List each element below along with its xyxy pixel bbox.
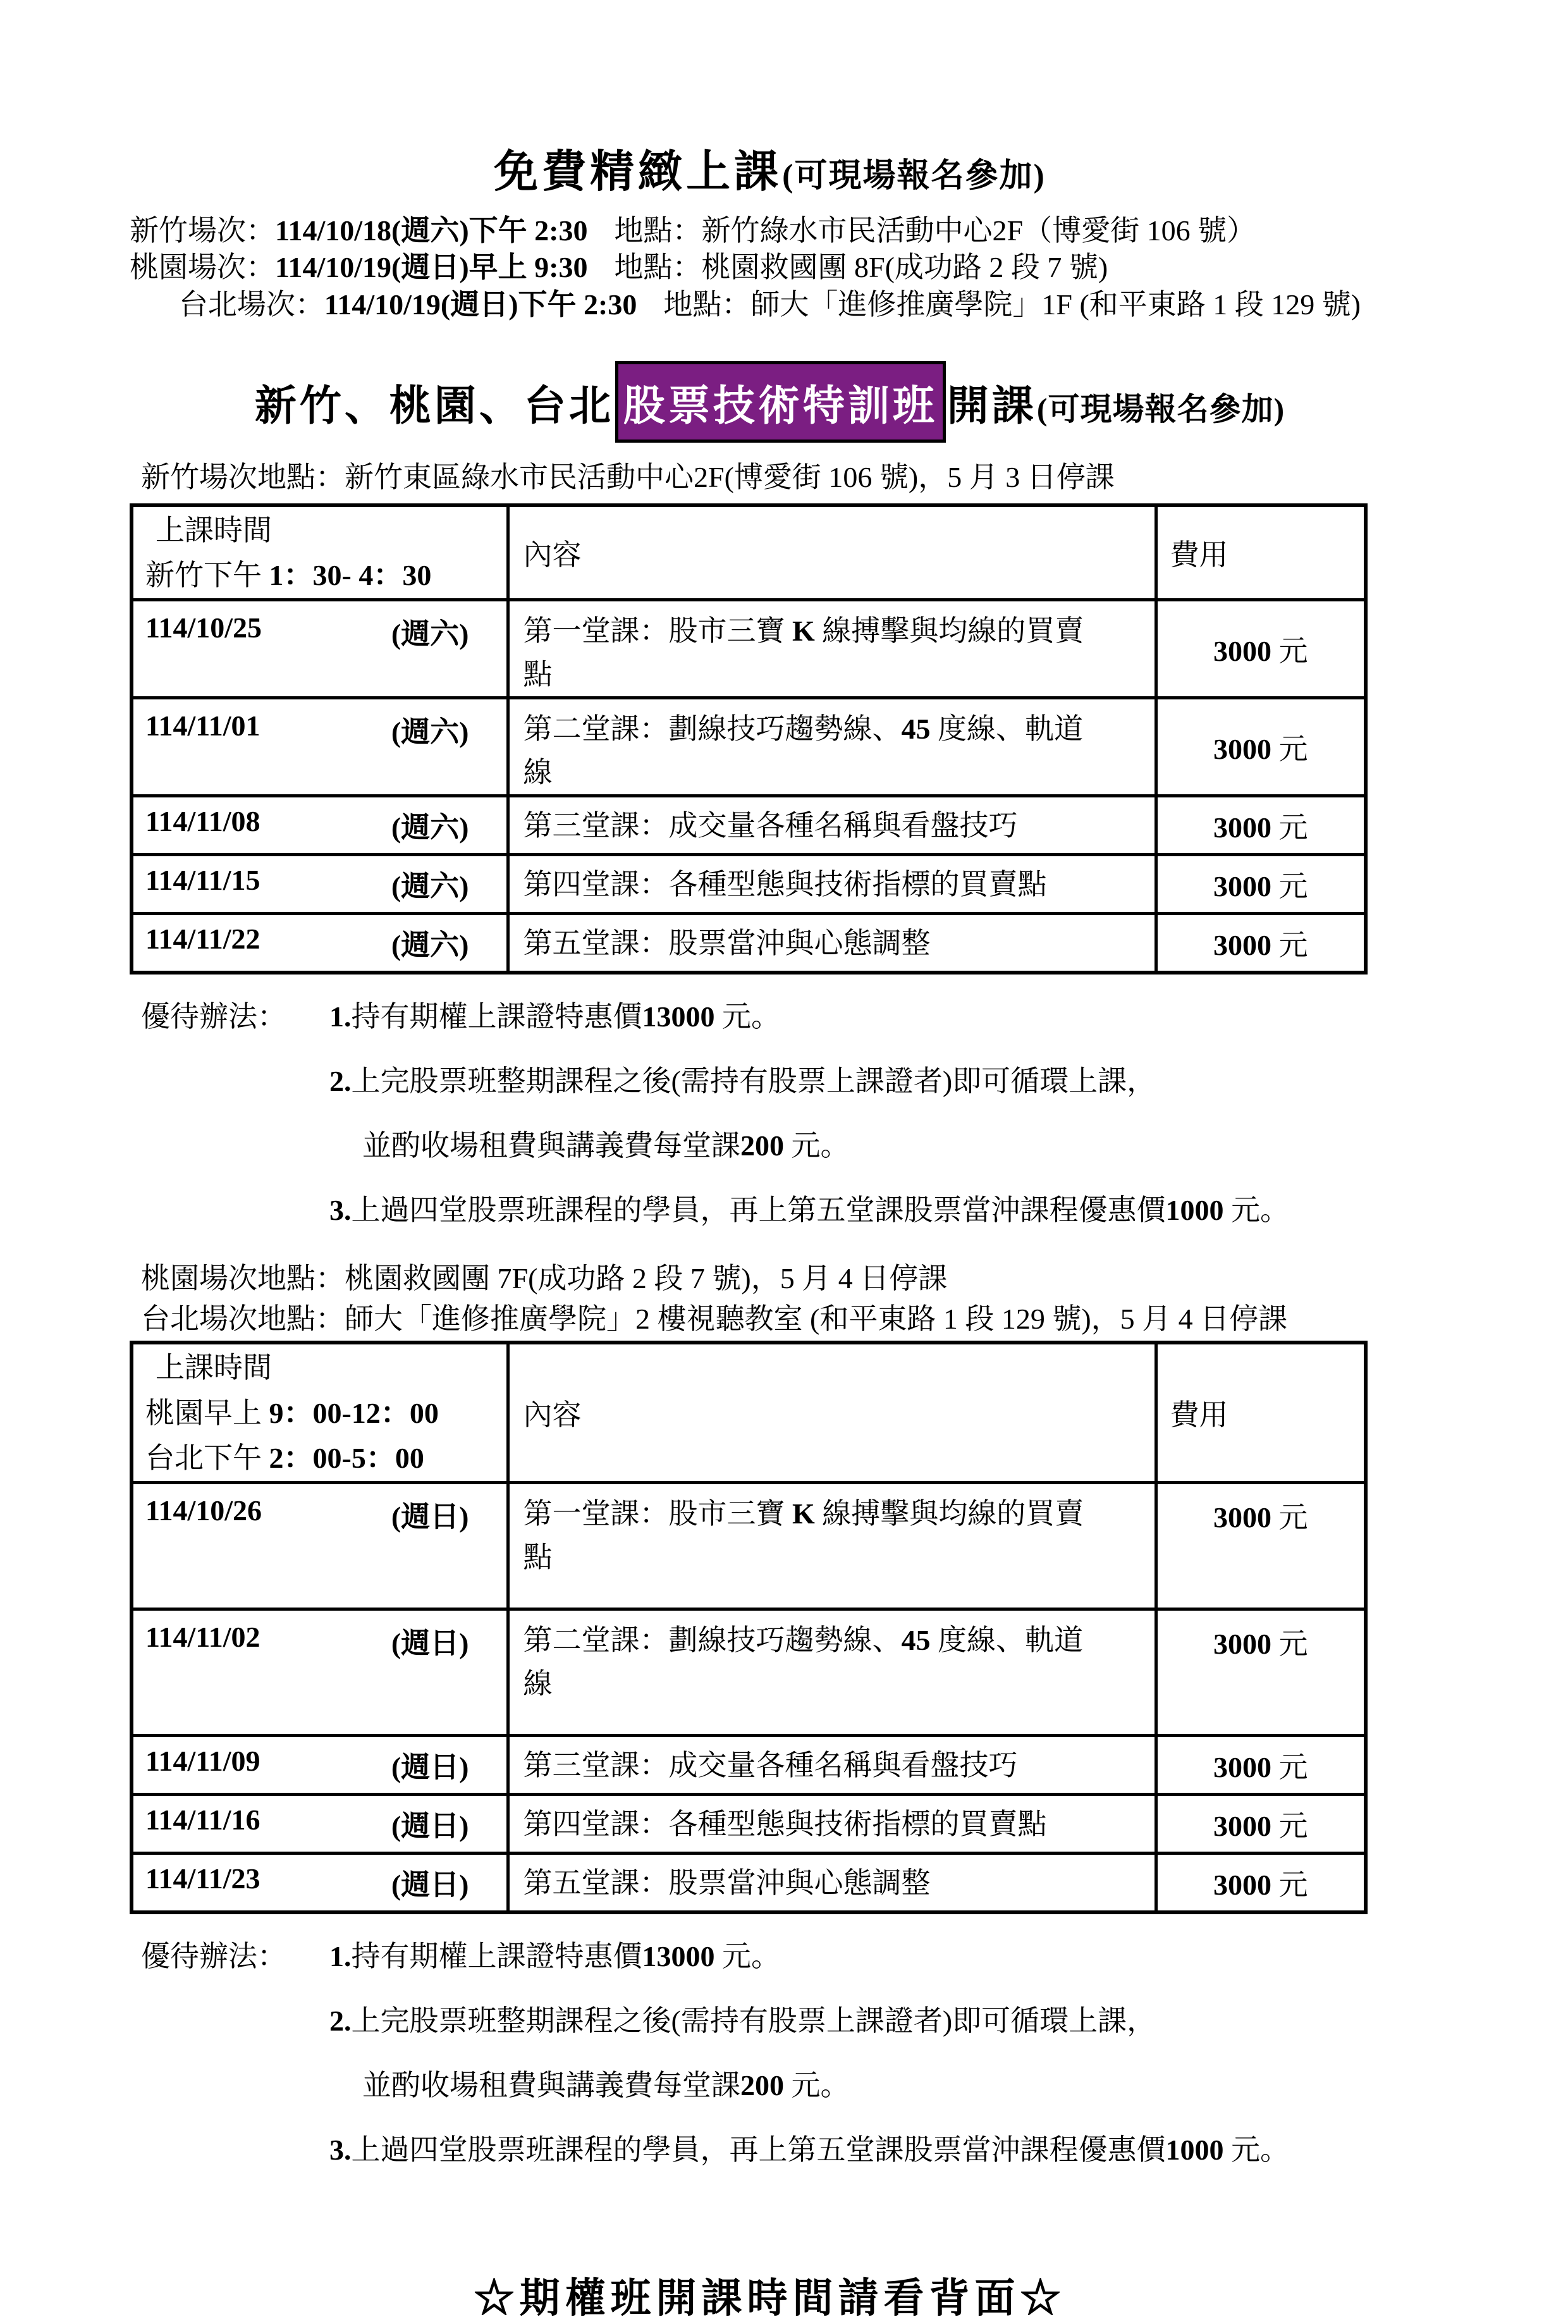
fee-unit: 元 — [1271, 870, 1308, 903]
table-row — [132, 1736, 1366, 1795]
date-cell — [132, 698, 508, 796]
fee-unit: 元 — [1271, 1869, 1308, 1902]
weekday: (週日) — [391, 1751, 469, 1784]
item-text: 上過四堂股票班課程的學員，再上第五堂課股票當沖課程優惠價 — [351, 1194, 1166, 1227]
date-cell — [132, 1795, 508, 1854]
header-content-cell: 內容 — [508, 1343, 1156, 1482]
header-time-line3 — [134, 1436, 506, 1480]
weekday: (週日) — [391, 1869, 469, 1902]
date: 114/10/26 — [145, 1494, 262, 1527]
fee-amount: 3000 — [1213, 635, 1271, 668]
header-time-cell — [132, 505, 508, 600]
date: 114/11/09 — [145, 1745, 260, 1778]
content-text: 第二堂課：劃線技巧趨勢線、 — [523, 1624, 902, 1657]
date-cell — [132, 600, 508, 698]
weekday: (週六) — [391, 870, 469, 903]
session-time: 114/10/19(週日)下午 2:30 — [324, 288, 637, 321]
fee-cell — [1156, 1483, 1366, 1609]
item-text: 並酌收場租費與講義費每堂課 — [362, 2069, 740, 2102]
date: 114/11/23 — [145, 1862, 260, 1895]
item-number: 3. — [329, 2134, 352, 2167]
weekday: (週六) — [391, 618, 469, 651]
content-bold: K — [792, 1497, 815, 1530]
fee-cell — [1156, 1854, 1366, 1913]
fee-cell — [1156, 914, 1366, 973]
date: 114/11/02 — [145, 1621, 260, 1654]
fee-amount: 3000 — [1213, 1810, 1271, 1843]
header-time-line2-hours: 9：00-12：00 — [269, 1396, 439, 1429]
item-text: 元。 — [1223, 1194, 1289, 1227]
date: 114/11/08 — [145, 805, 260, 838]
fee-unit: 元 — [1271, 1501, 1308, 1534]
content-cell — [508, 914, 1156, 973]
date: 114/10/25 — [145, 612, 262, 644]
content-text: 第一堂課：股市三寶 — [523, 615, 792, 648]
fee-cell — [1156, 855, 1366, 914]
fee-unit: 元 — [1271, 1751, 1308, 1784]
fee-unit: 元 — [1271, 929, 1308, 962]
date: 114/11/16 — [145, 1804, 260, 1836]
table-row — [132, 600, 1366, 698]
schedule-table-taoyuan-taipei — [130, 1341, 1368, 1914]
discount-items — [329, 993, 1410, 1251]
date-cell — [132, 1483, 508, 1609]
page-title-paren: (可現場報名參加) — [782, 158, 1046, 194]
content-cell — [508, 796, 1156, 855]
weekday: (週六) — [391, 716, 469, 749]
discount-item-2 — [329, 1058, 1410, 1100]
fee-amount: 3000 — [1213, 811, 1271, 844]
weekday: (週日) — [391, 1627, 469, 1660]
header-fee-cell: 費用 — [1156, 1343, 1366, 1482]
item-number: 2. — [329, 2005, 352, 2038]
fee-unit: 元 — [1271, 1810, 1308, 1843]
fee-cell — [1156, 600, 1366, 698]
item-price: 200 — [740, 2069, 784, 2102]
discount-terms — [141, 1933, 1410, 2191]
content-text: 第四堂課：各種型態與技術指標的買賣點 — [523, 1807, 1047, 1840]
session-label: 桃園場次： — [130, 251, 275, 284]
date-cell — [132, 1854, 508, 1913]
content-text: 線搏擊與均線的買賣點 — [523, 615, 1084, 691]
item-text: 元。 — [784, 1129, 850, 1162]
content-cell — [508, 1736, 1156, 1795]
course-title — [130, 361, 1410, 443]
weekday: (週六) — [391, 929, 469, 962]
fee-cell — [1156, 796, 1366, 855]
table-row — [132, 1609, 1366, 1736]
header-time-line2-text: 桃園早上 — [145, 1396, 269, 1429]
course-title-prefix: 新竹、桃園、台北 — [254, 383, 614, 430]
date-cell — [132, 855, 508, 914]
discount-terms — [141, 993, 1410, 1251]
page-title — [130, 136, 1410, 200]
session-time: 114/10/19(週日)早上 9:30 — [275, 251, 588, 284]
item-number: 1. — [329, 1940, 352, 1973]
header-time-cell — [132, 1343, 508, 1482]
venue-line-taipei: 台北場次地點：師大「進修推廣學院」2 樓視聽教室 (和平東路 1 段 129 號)，5 月 4 日停課 — [141, 1302, 1288, 1335]
content-text: 第四堂課：各種型態與技術指標的買賣點 — [523, 868, 1047, 901]
schedule-table-hsinchu — [130, 503, 1368, 975]
course-title-paren: (可現場報名參加) — [1036, 391, 1285, 427]
fee-cell — [1156, 698, 1366, 796]
session-line-taipei — [130, 286, 1410, 323]
location-text: 桃園救國團 8F(成功路 2 段 7 號) — [701, 251, 1108, 284]
fee-unit: 元 — [1271, 733, 1308, 766]
content-text: 線搏擊與均線的買賣點 — [523, 1497, 1084, 1574]
session-line-taoyuan — [130, 249, 1410, 286]
fee-cell — [1156, 1609, 1366, 1736]
table-row — [132, 1483, 1366, 1609]
item-price: 1000 — [1165, 1194, 1224, 1227]
item-text: 上過四堂股票班課程的學員，再上第五堂課股票當沖課程優惠價 — [351, 2134, 1166, 2167]
content-text: 第一堂課：股市三寶 — [523, 1497, 792, 1530]
header-content-cell: 內容 — [508, 505, 1156, 600]
fee-amount: 3000 — [1213, 929, 1271, 962]
session-line-hsinchu — [130, 212, 1410, 249]
content-text: 第二堂課：劃線技巧趨勢線、 — [523, 713, 902, 746]
date: 114/11/15 — [145, 864, 260, 897]
venue-line-taoyuan: 桃園場次地點：桃園救國團 7F(成功路 2 段 7 號)，5 月 4 日停課 — [141, 1262, 948, 1295]
fee-amount: 3000 — [1213, 1501, 1271, 1534]
weekday: (週六) — [391, 811, 469, 844]
item-price: 1000 — [1165, 2134, 1224, 2167]
date: 114/11/22 — [145, 923, 260, 956]
item-text: 元。 — [784, 2069, 850, 2102]
table-row — [132, 914, 1366, 973]
item-number: 2. — [329, 1065, 352, 1098]
header-fee-cell: 費用 — [1156, 505, 1366, 600]
discount-item-3 — [329, 1187, 1410, 1229]
session-label: 台北場次： — [178, 288, 324, 321]
content-text: 第五堂課：股票當沖與心態調整 — [523, 926, 931, 959]
fee-unit: 元 — [1271, 811, 1308, 844]
content-bold: K — [792, 615, 815, 648]
content-text: 第三堂課：成交量各種名稱與看盤技巧 — [523, 809, 1018, 842]
table-row — [132, 698, 1366, 796]
weekday: (週日) — [391, 1810, 469, 1843]
fee-unit: 元 — [1271, 635, 1308, 668]
content-text: 第三堂課：成交量各種名稱與看盤技巧 — [523, 1749, 1018, 1781]
header-time-line2-hours: 1：30- 4：30 — [269, 559, 432, 592]
fee-amount: 3000 — [1213, 1869, 1271, 1902]
header-time-line2-text: 新竹下午 — [145, 559, 269, 592]
date-cell — [132, 796, 508, 855]
table-header-row — [132, 505, 1366, 600]
discount-item-2 — [329, 1998, 1410, 2039]
session-label: 新竹場次： — [130, 214, 275, 247]
header-time-line1: 上課時間 — [156, 513, 272, 546]
table-row — [132, 855, 1366, 914]
content-bold: 45 — [901, 713, 931, 746]
item-text: 持有期權上課證特惠價 — [351, 1000, 642, 1033]
content-cell — [508, 698, 1156, 796]
content-cell — [508, 1609, 1156, 1736]
header-time-line2 — [134, 1391, 506, 1436]
fee-cell — [1156, 1736, 1366, 1795]
discount-item-2-cont — [329, 1122, 1410, 1164]
content-text: 第五堂課：股票當沖與心態調整 — [523, 1866, 931, 1899]
header-time-line1: 上課時間 — [156, 1351, 272, 1384]
header-time-line3-hours: 2：00-5：00 — [269, 1441, 424, 1474]
content-cell — [508, 855, 1156, 914]
weekday: (週日) — [391, 1501, 469, 1534]
table-header-row — [132, 1343, 1366, 1482]
page-title-main: 免費精緻上課 — [494, 148, 783, 197]
item-text: 元。 — [714, 1000, 780, 1033]
course-title-suffix: 開課 — [946, 383, 1037, 430]
discount-label: 優待辦法： — [141, 1000, 286, 1033]
item-number: 3. — [329, 1194, 352, 1227]
date-cell — [132, 1736, 508, 1795]
item-text: 元。 — [1223, 2134, 1289, 2167]
item-price: 200 — [740, 1129, 784, 1162]
location-label: 地點： — [663, 288, 751, 321]
content-cell — [508, 600, 1156, 698]
fee-unit: 元 — [1271, 1628, 1308, 1661]
free-session-list — [130, 212, 1410, 323]
item-text: 上完股票班整期課程之後(需持有股票上課證者)即可循環上課， — [351, 1065, 1156, 1098]
discount-item-3 — [329, 2127, 1410, 2168]
content-cell — [508, 1854, 1156, 1913]
item-text: 並酌收場租費與講義費每堂課 — [362, 1129, 740, 1162]
location-label: 地點： — [614, 214, 702, 247]
date-cell — [132, 914, 508, 973]
course-title-highlight: 股票技術特訓班 — [615, 361, 946, 443]
header-time-line2 — [134, 553, 506, 598]
discount-label: 優待辦法： — [141, 1940, 286, 1973]
item-text: 持有期權上課證特惠價 — [351, 1940, 642, 1973]
table-row — [132, 1854, 1366, 1913]
session-time: 114/10/18(週六)下午 2:30 — [275, 214, 588, 247]
item-number: 1. — [329, 1000, 352, 1033]
location-label: 地點： — [614, 251, 702, 284]
content-cell — [508, 1795, 1156, 1854]
date-cell — [132, 1609, 508, 1736]
fee-cell — [1156, 1795, 1366, 1854]
location-text: 師大「進修推廣學院」1F (和平東路 1 段 129 號) — [750, 288, 1361, 321]
content-bold: 45 — [901, 1624, 931, 1657]
venue-line-hsinchu: 新竹場次地點：新竹東區綠水市民活動中心2F(博愛街 106 號)，5 月 3 日停課 — [141, 461, 1115, 494]
item-text: 元。 — [714, 1940, 780, 1973]
fee-amount: 3000 — [1213, 733, 1271, 766]
item-price: 13000 — [642, 1940, 715, 1973]
table-row — [132, 1795, 1366, 1854]
header-time-line3-text: 台北下午 — [145, 1441, 269, 1474]
content-text: 度線、軌道線 — [523, 713, 1083, 789]
location-text: 新竹綠水市民活動中心2F（博愛街 106 號） — [701, 214, 1256, 247]
fee-amount: 3000 — [1213, 1751, 1271, 1784]
discount-items — [329, 1933, 1410, 2191]
back-page-notice: ☆期權班開課時間請看背面☆ — [474, 2276, 1066, 2321]
content-cell — [508, 1483, 1156, 1609]
table-row — [132, 796, 1366, 855]
fee-amount: 3000 — [1213, 1628, 1271, 1661]
content-text: 度線、軌道線 — [523, 1624, 1083, 1700]
date: 114/11/01 — [145, 710, 260, 742]
discount-item-1 — [329, 1933, 1410, 1975]
item-price: 13000 — [642, 1000, 715, 1033]
item-text: 上完股票班整期課程之後(需持有股票上課證者)即可循環上課， — [351, 2005, 1156, 2038]
fee-amount: 3000 — [1213, 870, 1271, 903]
discount-item-1 — [329, 993, 1410, 1035]
discount-item-2-cont — [329, 2062, 1410, 2104]
